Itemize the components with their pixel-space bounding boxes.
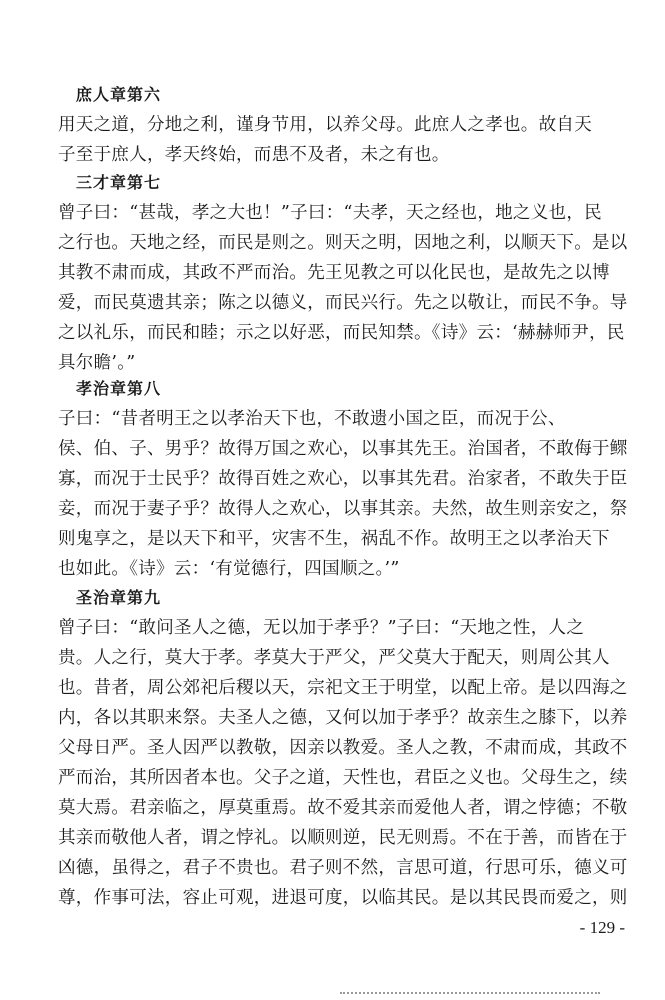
text-line: 之以礼乐，而民和睦；示之以好恶，而民知禁。《诗》云：‘赫赫师尹，民 <box>58 323 625 343</box>
text-line: 寡，而况于士民乎？故得百姓之欢心，以事其先君。治家者，不敢失于臣 <box>58 469 628 489</box>
scan-artifact-rule <box>340 992 600 994</box>
section-xiaozhi <box>58 378 628 584</box>
text-line: 其教不肃而成，其政不严而治。先王见教之可以化民也，是故先之以博 <box>58 263 610 283</box>
text-line: 之行也。天地之经，而民是则之。则天之明，因地之利，以顺天下。是以 <box>58 233 628 253</box>
text-line: 妾，而况于妻子乎？故得人之欢心，以事其亲。夫然，故生则亲安之，祭 <box>58 499 628 519</box>
section-shengzhi <box>58 587 628 913</box>
text-line: 子曰：“昔者明王之以孝治天下也，不敢遗小国之臣，而况于公、 <box>58 409 566 429</box>
text-line: 贵。人之行，莫大于孝。孝莫大于严父，严父莫大于配天，则周公其人 <box>58 648 610 668</box>
text-line: 爱，而民莫遗其亲；陈之以德义，而民兴行。先之以敬让，而民不争。导 <box>58 293 628 313</box>
text-line: 其亲而敬他人者，谓之悖礼。以顺则逆，民无则焉。不在于善，而皆在于 <box>58 828 628 848</box>
text-line: 严而治，其所因者本也。父子之道，天性也，君臣之义也。父母生之，续 <box>58 768 628 788</box>
text-line: 具尔瞻’。” <box>58 353 136 373</box>
section-heading: 庶人章第六 <box>76 85 162 104</box>
text-line: 子至于庶人，孝天终始，而患不及者，未之有也。 <box>58 145 450 165</box>
text-line: 凶德，虽得之，君子不贵也。君子则不然，言思可道，行思可乐，德义可 <box>58 858 628 878</box>
section-sancai <box>58 172 628 378</box>
text-line: 曾子曰：“甚哉，孝之大也！”子曰：“夫孝，天之经也，地之义也，民 <box>58 203 602 223</box>
section-heading: 圣治章第九 <box>76 588 162 607</box>
section-shuren <box>58 84 618 170</box>
text-line: 也如此。《诗》云：‘有觉德行，四国顺之。’” <box>58 559 400 579</box>
section-heading: 三才章第七 <box>76 173 162 192</box>
text-line: 内，各以其职来祭。夫圣人之德，又何以加于孝乎？故亲生之膝下，以养 <box>58 708 628 728</box>
text-line: 父母日严。圣人因严以教敬，因亲以教爱。圣人之教，不肃而成，其政不 <box>58 738 628 758</box>
text-line: 则鬼享之，是以天下和平，灾害不生，祸乱不作。故明王之以孝治天下 <box>58 529 610 549</box>
text-line: 也。昔者，周公郊祀后稷以天，宗祀文王于明堂，以配上帝。是以四海之 <box>58 678 628 698</box>
text-line: 曾子曰：“敢问圣人之德，无以加于孝乎？”子曰：“天地之性，人之 <box>58 618 585 638</box>
text-line: 尊，作事可法，容止可观，进退可度，以临其民。是以其民畏而爱之，则 <box>58 888 628 908</box>
text-line: 侯、伯、子、男乎？故得万国之欢心，以事其先王。治国者，不敢侮于鳏 <box>58 439 628 459</box>
text-line: 莫大焉。君亲临之，厚莫重焉。故不爱其亲而爱他人者，谓之悖德；不敬 <box>58 798 628 818</box>
page-number: - 129 - <box>579 918 625 937</box>
section-heading: 孝治章第八 <box>76 379 162 398</box>
text-line: 用天之道，分地之利，谨身节用，以养父母。此庶人之孝也。故自天 <box>58 115 592 135</box>
